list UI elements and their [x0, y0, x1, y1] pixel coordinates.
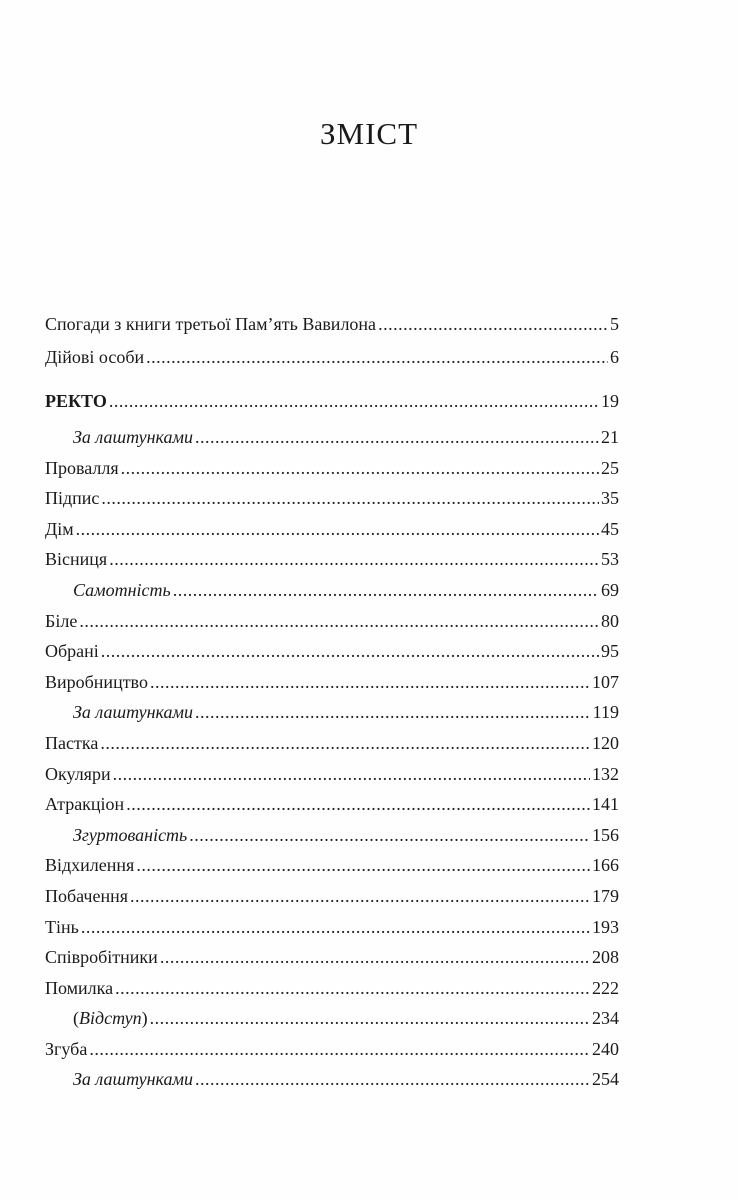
toc-entry-page: 25	[601, 457, 619, 478]
paren-open: (	[73, 1008, 79, 1029]
toc-leader-dots	[81, 917, 590, 938]
toc-entry-label: Спогади з книги третьої Пам’ять Вавилона	[45, 314, 377, 334]
toc-entry	[45, 733, 619, 764]
toc-entry-page: 21	[601, 427, 619, 447]
toc-entry-page: 156	[592, 824, 619, 845]
toc-subentry-backstage	[45, 427, 619, 458]
toc-leader-dots	[115, 978, 590, 999]
toc-entry-page: 35	[601, 488, 619, 509]
toc-entry	[45, 917, 619, 948]
toc-entry	[45, 886, 619, 917]
toc-leader-dots	[136, 855, 590, 876]
toc-entry	[45, 855, 619, 886]
toc-leader-dots	[195, 427, 599, 448]
toc-subentry-backstage	[45, 1069, 619, 1100]
toc-entry-page: 166	[592, 855, 619, 876]
toc-entry-page: 45	[601, 518, 619, 539]
toc-entry-label: За лаштунками	[73, 427, 193, 447]
toc-entry	[45, 978, 619, 1009]
toc-entry-page: 19	[601, 391, 619, 411]
toc-leader-dots	[378, 314, 608, 335]
toc-entry-label: Тінь	[45, 916, 79, 937]
toc-entry-page: 132	[592, 763, 619, 784]
toc-entry-page: 193	[592, 916, 619, 937]
toc-leader-dots	[101, 641, 599, 662]
toc-entry-label: Помилка	[45, 977, 114, 998]
toc-entry-label: Окуляри	[45, 763, 111, 784]
toc-entry-page: 119	[592, 702, 619, 723]
toc-leader-dots	[113, 764, 590, 785]
toc-leader-dots	[76, 519, 599, 540]
toc-entry-characters	[45, 347, 619, 380]
toc-entry-page: 5	[610, 314, 619, 334]
toc-leader-dots	[195, 702, 591, 723]
toc-leader-dots	[126, 794, 590, 815]
toc-entry-page: 254	[592, 1069, 619, 1090]
toc-entry-page: 240	[592, 1038, 619, 1059]
toc-subentry-loneliness	[45, 580, 619, 611]
toc-entry	[45, 794, 619, 825]
toc-entry-page: 53	[601, 549, 619, 570]
page-title: ЗМІСТ	[319, 116, 419, 151]
toc-entry-label: Дійові особи	[45, 347, 145, 367]
toc-part-recto	[45, 391, 619, 427]
toc-entry-label: Самотність	[73, 579, 171, 600]
toc-entry	[45, 549, 619, 580]
toc-leader-dots	[150, 672, 590, 693]
toc-leader-dots	[173, 580, 599, 601]
toc-entry-page: 222	[592, 977, 619, 998]
toc-leader-dots	[89, 1039, 590, 1060]
toc-entry	[45, 458, 619, 489]
toc-entry-page: 234	[592, 1008, 619, 1029]
toc-entry-label	[73, 1008, 148, 1029]
toc-subentry-digression	[45, 1008, 619, 1039]
toc-entry-label: Побачення	[45, 885, 129, 906]
toc-leader-dots	[189, 825, 590, 846]
toc-leader-dots	[160, 947, 590, 968]
toc-entry-memories	[45, 314, 619, 347]
toc-entry-label: Виробництво	[45, 671, 148, 692]
toc-leader-dots	[146, 347, 608, 368]
toc-leader-dots	[130, 886, 590, 907]
toc-entry-page: 208	[592, 947, 619, 968]
toc-leader-dots	[79, 611, 599, 632]
toc-entry-label: Відхилення	[45, 855, 135, 876]
toc-entry-label: Провалля	[45, 457, 119, 478]
table-of-contents	[45, 314, 619, 1100]
toc-entry	[45, 641, 619, 672]
toc-entry-page: 179	[592, 885, 619, 906]
toc-entry-page: 80	[601, 610, 619, 631]
toc-entry-page: 120	[592, 732, 619, 753]
toc-entry-label: За лаштунками	[73, 702, 193, 723]
toc-entry	[45, 488, 619, 519]
toc-entry-label: Дім	[45, 518, 74, 539]
toc-entry-page: 69	[601, 579, 619, 600]
toc-entry-label: Співробітники	[45, 947, 158, 968]
toc-entry-label: Обрані	[45, 641, 99, 662]
toc-entry-page: 6	[610, 347, 619, 367]
digression-label: Відступ	[79, 1008, 142, 1029]
toc-entry-label: Вісниця	[45, 549, 108, 570]
toc-subentry-backstage	[45, 702, 619, 733]
toc-entry-label: Підпис	[45, 488, 100, 509]
toc-entry-label: Згуртованість	[73, 824, 188, 845]
toc-leader-dots	[109, 549, 599, 570]
toc-leader-dots	[121, 458, 599, 479]
toc-entry-label: Біле	[45, 610, 78, 631]
paren-close: )	[141, 1008, 148, 1029]
toc-entry-page: 95	[601, 641, 619, 662]
toc-part-label: РЕКТО	[45, 391, 107, 411]
toc-entry-label: Атракціон	[45, 794, 125, 815]
toc-entry-page: 141	[592, 794, 619, 815]
toc-entry-label: Пастка	[45, 732, 99, 753]
toc-entry	[45, 611, 619, 642]
toc-entry-label: За лаштунками	[73, 1069, 193, 1090]
toc-entry	[45, 1039, 619, 1070]
toc-entry	[45, 519, 619, 550]
toc-leader-dots	[195, 1069, 590, 1090]
toc-entry-label: Згуба	[45, 1038, 88, 1059]
toc-leader-dots	[100, 733, 590, 754]
toc-entry	[45, 764, 619, 795]
toc-entry	[45, 947, 619, 978]
toc-entry-page: 107	[592, 671, 619, 692]
toc-leader-dots	[150, 1008, 590, 1029]
toc-leader-dots	[109, 391, 599, 412]
toc-entry	[45, 672, 619, 703]
toc-leader-dots	[101, 488, 599, 509]
toc-subentry-cohesion	[45, 825, 619, 856]
